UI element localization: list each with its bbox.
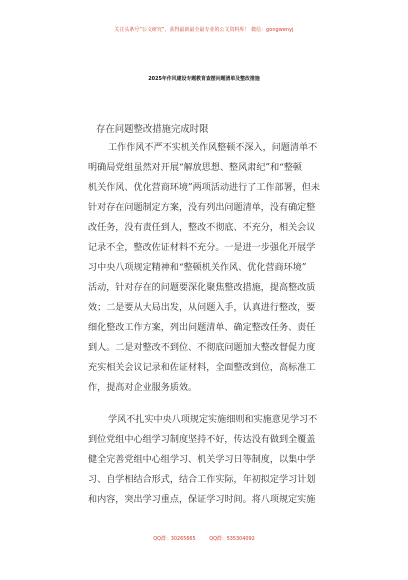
body-line: 针对存在问题制定方案，没有列出问题清单，没有确定整	[88, 203, 316, 213]
body-line: 到人。二是对整改不到位、不彻底问题加大整改督促力度	[88, 343, 316, 353]
body-line: 健全完善党组中心组学习、机关学习日等制度，以集中学	[88, 455, 316, 465]
body-line: 效；二是要从大局出发，从问题入手，认真进行整改，要	[88, 303, 316, 313]
body-line: 到位党组中心组学习制度坚持不好，传达没有做到全覆盖	[88, 435, 316, 445]
body-line: 充实相关会议记录和佐证材料，全面整改到位，高标准工	[88, 363, 316, 373]
body-line: 机关作风、优化营商环境”两项活动进行了工作部署，但未	[88, 183, 320, 193]
body-line: 和内容，突出学习重点，保证学习时间。将八项规定实施	[88, 495, 316, 505]
document-title: 2025年作风建设专题教育查摆问题清单及整改措施	[148, 76, 260, 82]
header-banner: 关注头条号“公文研究”，获得最新最全最专业的公文资料库！ 微信：gongwenyj	[114, 27, 294, 33]
footer-qq-group-1: QQ群：30265665	[153, 536, 196, 542]
body-line: 作，提高对企业服务质效。	[88, 383, 198, 393]
body-line: 活动，针对存在的问题要深化聚焦整改措施，提高整改质	[88, 283, 316, 293]
body-line: 记录不全，整改佐证材料不充分。一是进一步强化开展学	[88, 243, 316, 253]
body-line: 习、自学相结合形式，结合工作实际，年初拟定学习计划	[88, 475, 316, 485]
body-line: 习中央八项规定精神和“整顿机关作风、优化营商环境”	[88, 263, 307, 273]
body-line: 改任务，没有责任到人，整改不彻底、不充分，相关会议	[88, 223, 316, 233]
section-heading: 存在问题整改措施完成时限	[96, 124, 209, 135]
footer-qq-group-2: QQ群：535304092	[209, 536, 255, 542]
body-line: 工作作风不严不实机关作风整顿不深入，问题清单不	[108, 143, 318, 153]
body-line: 学风不扎实中央八项规定实施细则和实施意见学习不	[108, 415, 318, 425]
footer-contact	[0, 535, 408, 542]
body-line: 细化整改工作方案，列出问题清单、确定整改任务、责任	[88, 323, 316, 333]
body-line: 明确局党组虽然对开展“解放思想、整风肃纪”和“整顿	[88, 163, 303, 173]
